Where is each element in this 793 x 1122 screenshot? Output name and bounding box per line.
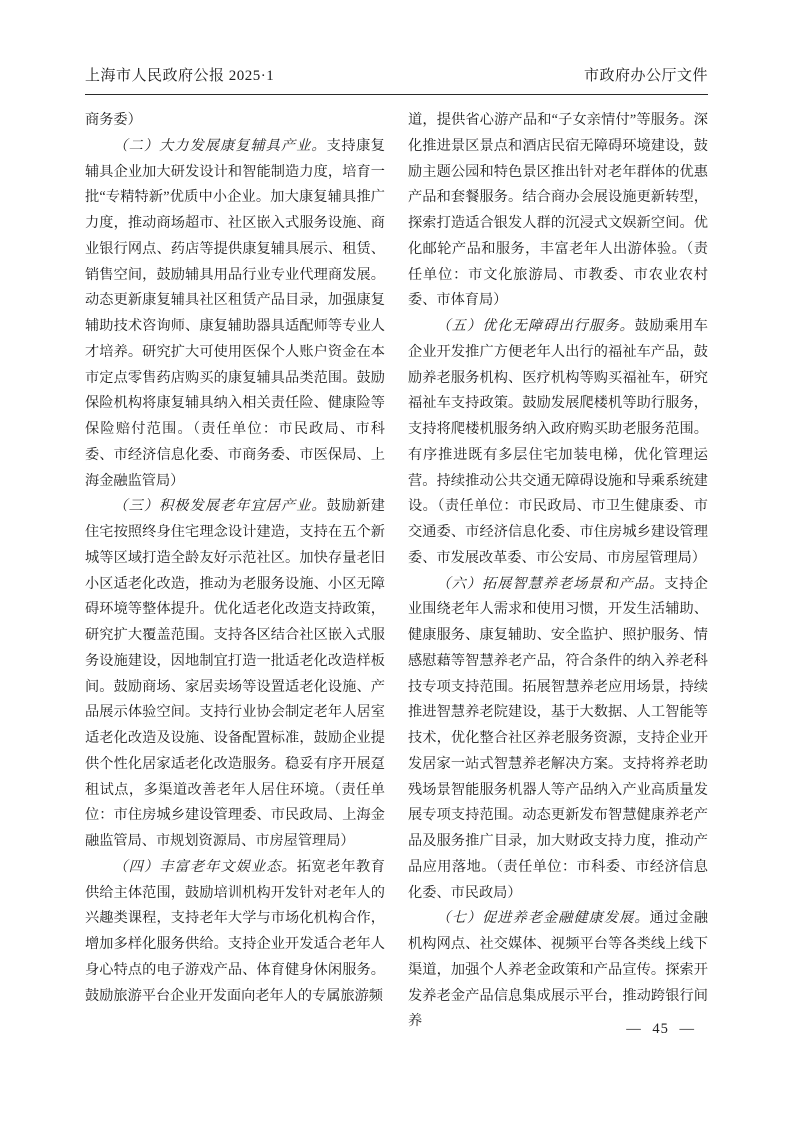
right-column (408, 108, 708, 1035)
paragraph-section-5 (408, 314, 708, 572)
paragraph-text: 支持企业围绕老年人需求和使用习惯，开发生活辅助、健康服务、康复辅助、安全监护、照护服务、情感慰藉等智慧养老产品，符合条件的纳入养老科技专项支持范围。拓展智慧养老应用场景，持续推进智慧养老院建设，基于大数据、人工智能等技术，优化整合社区养老服务资源，支持企业开发居家一站式智慧养老解决方案。支持将养老助残场景智能服务机器人等产品纳入产业高质量发展专项支持范围。动态更新发布智慧健康养老产品及服务推广目录，加大财政支持力度，推动产品应用落地。（责任单位：市科委、市经济信息化委、市民政局） (408, 575, 708, 901)
header-gazette-title: 上海市人民政府公报 2025·1 (85, 68, 275, 84)
page-number: — 45 — (626, 1021, 695, 1037)
header-divider (85, 94, 708, 95)
section-heading: （三）积极发展老年宜居产业。 (113, 498, 327, 515)
paragraph-text: 支持康复辅具企业加大研发设计和智能制造力度，培育一批“专精特新”优质中小企业。加大康复辅具推广力度，推动商场超市、社区嵌入式服务设施、商业银行网点、药店等提供康复辅具展示、租赁、销售空间，鼓励辅具用品行业专业代理商发展。动态更新康复辅具社区租赁产品目录，加强康复辅助技术咨询师、康复辅助器具适配师等专业人才培养。研究扩大可使用医保个人账户资金在本市定点零售药店购买的康复辅具品类范围。鼓励保险机构将康复辅具纳入相关责任险、健康险等保险赔付范围。（责任单位：市民政局、市科委、市经济信息化委、市商务委、市医保局、上海金融监管局） (85, 137, 385, 489)
section-heading: （四）丰富老年文娱业态。 (113, 858, 297, 875)
paragraph-text: 鼓励乘用车企业开发推广方便老年人出行的福祉车产品，鼓励养老服务机构、医疗机构等购买福祉车，研究福祉车支持政策。鼓励发展爬楼机等助行服务，支持将爬楼机服务纳入政府购买助老服务范围。有序推进既有多层住宅加装电梯，优化管理运营。持续推动公共交通无障碍设施和导乘系统建设。（责任单位：市民政局、市卫生健康委、市交通委、市经济信息化委、市住房城乡建设管理委、市发展改革委、市公安局、市房屋管理局） (408, 318, 708, 566)
paragraph-section-7 (408, 906, 708, 1035)
section-heading: （六）拓展智慧养老场景和产品。 (436, 575, 665, 592)
paragraph-section-4 (85, 855, 385, 1010)
paragraph-section-6 (408, 572, 708, 907)
paragraph-continuation (408, 108, 708, 314)
paragraph-section-2 (85, 134, 385, 495)
paragraph-text: 鼓励新建住宅按照终身住宅理念设计建造，支持在五个新城等区域打造全龄友好示范社区。加快存量老旧小区适老化改造，推动为老服务设施、小区无障碍环境等整体提升。优化适老化改造支持政策，研究扩大覆盖范围。支持各区结合社区嵌入式服务设施建设，因地制宜打造一批适老化改造样板间。鼓励商场、家居卖场等设置适老化设施、产品展示体验空间。支持行业协会制定老年人居室适老化改造及设施、设备配置标准，鼓励企业提供个性化居家适老化改造服务。稳妥有序开展趸租试点，多渠道改善老年人居住环境。（责任单位：市住房城乡建设管理委、市民政局、上海金融监管局、市规划资源局、市房屋管理局） (85, 498, 385, 849)
document-body (85, 108, 708, 1035)
section-heading: （五）优化无障碍出行服务。 (436, 318, 635, 334)
header-section-label: 市政府办公厅文件 (583, 68, 708, 84)
page-header (85, 64, 708, 85)
section-heading: （二）大力发展康复辅具产业。 (113, 137, 327, 154)
paragraph-text: 商务委） (85, 112, 142, 128)
left-column (85, 108, 385, 1035)
paragraph-text: 道，提供省心游产品和“子女亲情付”等服务。深化推进景区景点和酒店民宿无障碍环境建设，鼓励主题公园和特色景区推出针对老年群体的优惠产品和套餐服务。结合商办会展设施更新转型，探索打造适合银发人群的沉浸式文娱新空间。优化邮轮产品和服务，丰富老年人出游体验。（责任单位：市文化旅游局、市教委、市农业农村委、市体育局） (408, 112, 708, 309)
paragraph-text: 拓宽老年教育供给主体范围，鼓励培训机构开发针对老年人的兴趣类课程，支持老年大学与市场化机构合作，增加多样化服务供给。支持企业开发适合老年人身心特点的电子游戏产品、体育健身休闲服务。鼓励旅游平台企业开发面向老年人的专属旅游频 (85, 858, 385, 1004)
paragraph-section-3 (85, 494, 385, 855)
section-heading: （七）促进养老金融健康发展。 (436, 910, 650, 927)
paragraph-continuation (85, 108, 385, 134)
paragraph-text: 通过金融机构网点、社交媒体、视频平台等各类线上线下渠道，加强个人养老金政策和产品宣传。探索开发养老金产品信息集成展示平台，推动跨银行间养 (408, 910, 708, 1030)
